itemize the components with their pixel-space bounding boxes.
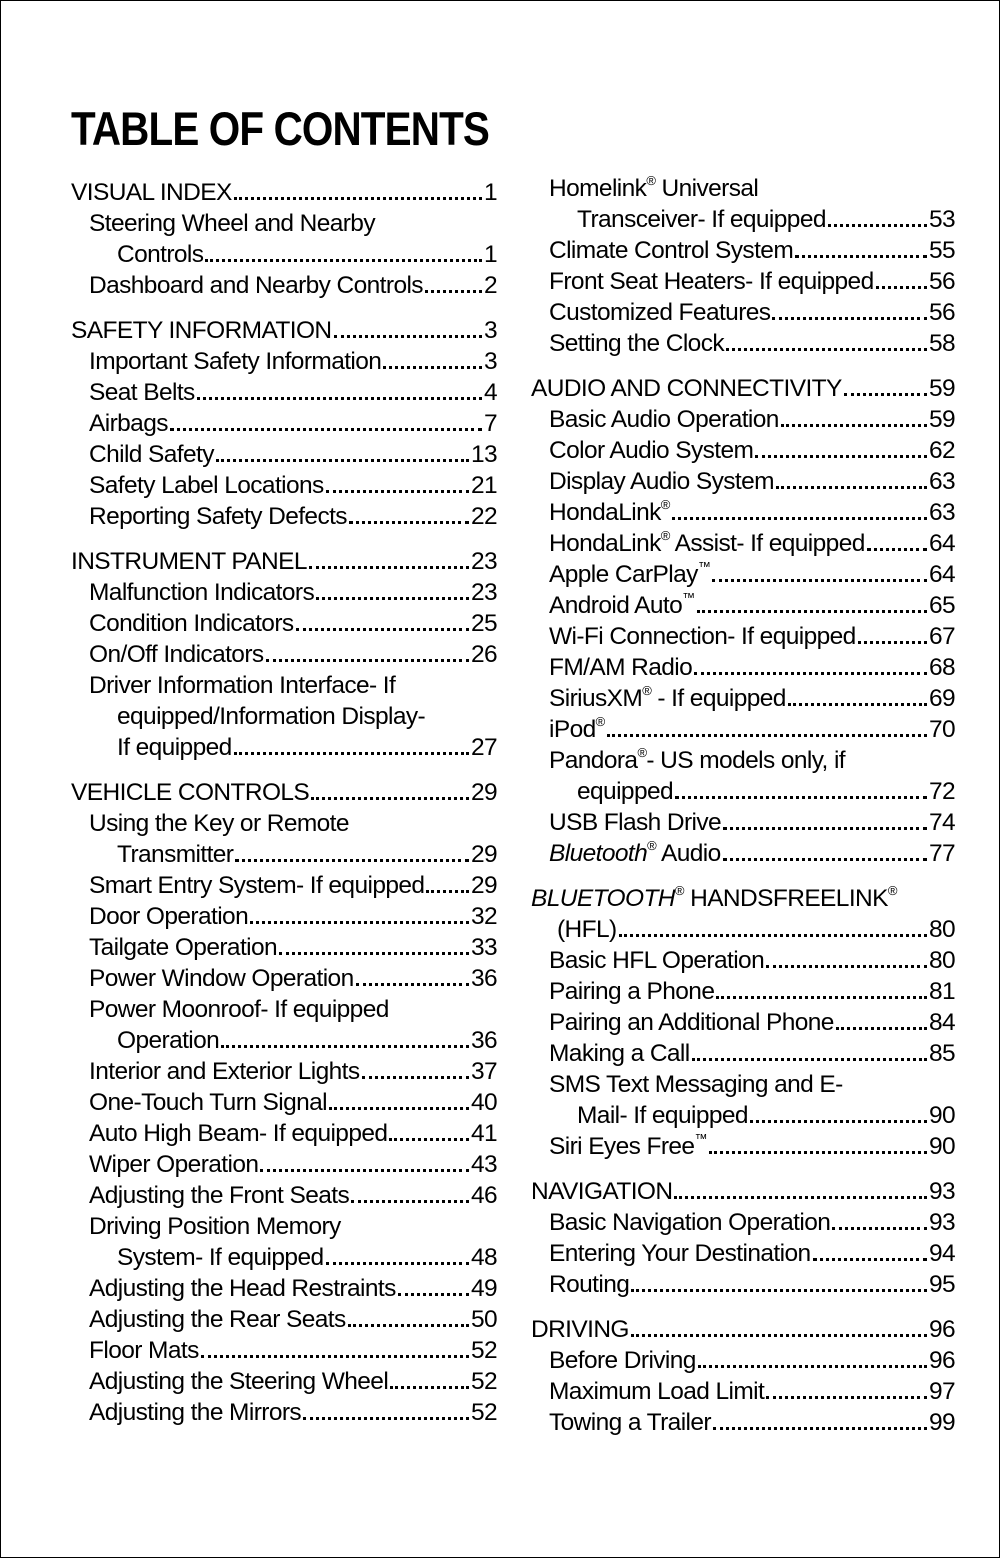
toc-entry[interactable] xyxy=(531,838,955,869)
toc-column-left xyxy=(71,173,497,1428)
entry-label: Adjusting the Head Restraints xyxy=(89,1275,396,1302)
leader-dots xyxy=(383,366,482,369)
toc-entry[interactable] xyxy=(71,239,497,270)
page-number: 63 xyxy=(928,499,955,526)
toc-entry[interactable] xyxy=(71,839,497,870)
toc-entry[interactable] xyxy=(71,408,497,439)
toc-entry[interactable] xyxy=(71,1180,497,1211)
entry-label: equipped xyxy=(577,778,674,805)
toc-entry[interactable] xyxy=(531,435,955,466)
entry-label: Power Window Operation xyxy=(89,965,354,992)
entry-label: Safety Label Locations xyxy=(89,472,324,499)
toc-entry[interactable] xyxy=(71,932,497,963)
leader-dots xyxy=(858,641,927,644)
page-number: 29 xyxy=(470,872,497,899)
leader-dots xyxy=(607,734,927,737)
leader-dots xyxy=(326,1262,469,1265)
page-title: TABLE OF CONTENTS xyxy=(71,102,490,155)
page-number: 48 xyxy=(470,1244,497,1271)
entry-label: Bluetooth® Audio xyxy=(549,837,721,867)
toc-entry[interactable] xyxy=(531,328,955,359)
entry-label: Adjusting the Front Seats xyxy=(89,1182,350,1209)
page-number: 3 xyxy=(483,348,497,375)
leader-dots xyxy=(351,1200,469,1203)
entry-label: SAFETY INFORMATION xyxy=(71,317,332,344)
leader-dots xyxy=(698,1365,927,1368)
leader-dots xyxy=(619,934,927,937)
leader-dots xyxy=(390,1386,469,1389)
page-number: 72 xyxy=(928,778,955,805)
entry-label: Siri Eyes Free™ xyxy=(549,1130,707,1160)
page-number: 65 xyxy=(928,592,955,619)
leader-dots xyxy=(813,1258,927,1261)
page-number: 3 xyxy=(483,317,497,344)
page-number: 36 xyxy=(470,965,497,992)
page-number: 53 xyxy=(928,206,955,233)
page-number: 49 xyxy=(470,1275,497,1302)
page-number: 4 xyxy=(483,379,497,406)
page-number: 25 xyxy=(470,610,497,637)
toc-entry[interactable] xyxy=(531,621,955,652)
page-number: 64 xyxy=(928,530,955,557)
toc-entry[interactable] xyxy=(71,1056,497,1087)
page-number: 52 xyxy=(470,1368,497,1395)
entry-label: Malfunction Indicators xyxy=(89,579,315,606)
entry-label: VEHICLE CONTROLS xyxy=(71,779,310,806)
leader-dots xyxy=(713,1427,927,1430)
entry-label: Mail- If equipped xyxy=(577,1102,748,1129)
page-number: 95 xyxy=(928,1271,955,1298)
toc-entry[interactable] xyxy=(71,1025,497,1056)
leader-dots xyxy=(425,290,482,293)
toc-entry[interactable] xyxy=(71,901,497,932)
toc-entry[interactable] xyxy=(71,870,497,901)
page-number: 29 xyxy=(470,841,497,868)
page-number: 46 xyxy=(470,1182,497,1209)
entry-label: Color Audio System xyxy=(549,437,754,464)
entry-label: DRIVING xyxy=(531,1316,629,1343)
page-number: 77 xyxy=(928,840,955,867)
leader-dots xyxy=(723,858,927,861)
toc-section-line: BLUETOOTH® HANDSFREELINK® xyxy=(531,882,897,912)
toc-entry[interactable] xyxy=(71,270,497,301)
entry-label: Basic Navigation Operation xyxy=(549,1209,831,1236)
page-number: 13 xyxy=(470,441,497,468)
leader-dots xyxy=(309,566,469,569)
page-number: 70 xyxy=(928,716,955,743)
leader-dots xyxy=(235,859,469,862)
entry-label: Entering Your Destination xyxy=(549,1240,811,1267)
entry-label: If equipped xyxy=(117,734,232,761)
page-number: 80 xyxy=(928,947,955,974)
entry-label: Basic Audio Operation xyxy=(549,406,779,433)
entry-label: FM/AM Radio xyxy=(549,654,693,681)
toc-entry-line: Pandora®- US models only, if xyxy=(549,744,846,774)
page-number: 56 xyxy=(928,268,955,295)
page-number: 55 xyxy=(928,237,955,264)
toc-section[interactable] xyxy=(531,373,955,404)
leader-dots xyxy=(170,428,482,431)
entry-label: USB Flash Drive xyxy=(549,809,722,836)
entry-label: Operation xyxy=(117,1027,220,1054)
leader-dots xyxy=(356,983,469,986)
page-number: 40 xyxy=(470,1089,497,1116)
page-number: 84 xyxy=(928,1009,955,1036)
entry-label: HondaLink® xyxy=(549,496,670,526)
entry-label: INSTRUMENT PANEL xyxy=(71,548,307,575)
leader-dots xyxy=(234,197,482,200)
toc-entry[interactable] xyxy=(531,204,955,235)
toc-entry[interactable] xyxy=(531,590,955,621)
page-number: 74 xyxy=(928,809,955,836)
leader-dots xyxy=(260,1169,469,1172)
toc-entry[interactable] xyxy=(71,377,497,408)
toc-entry[interactable] xyxy=(531,497,955,528)
page-number: 22 xyxy=(470,503,497,530)
entry-label: Important Safety Information xyxy=(89,348,382,375)
leader-dots xyxy=(250,921,469,924)
toc-entry[interactable] xyxy=(531,1038,955,1069)
page-number: 97 xyxy=(928,1378,955,1405)
page-number: 93 xyxy=(928,1178,955,1205)
page-number: 94 xyxy=(928,1240,955,1267)
leader-dots xyxy=(726,348,927,351)
page-number: 80 xyxy=(928,916,955,943)
toc-entry[interactable] xyxy=(71,963,497,994)
entry-label: Condition Indicators xyxy=(89,610,294,637)
toc-entry[interactable] xyxy=(531,1238,955,1269)
page-number: 59 xyxy=(928,375,955,402)
leader-dots xyxy=(316,597,469,600)
leader-dots xyxy=(201,1355,469,1358)
page-number: 81 xyxy=(928,978,955,1005)
entry-label: Auto High Beam- If equipped xyxy=(89,1120,388,1147)
toc-entry[interactable] xyxy=(531,1131,955,1162)
leader-dots xyxy=(234,752,469,755)
toc-entry-line: Homelink® Universal xyxy=(549,172,759,202)
toc-entry-line: equipped/Information Display- xyxy=(117,703,426,730)
toc-entry-line: Power Moonroof- If equipped xyxy=(89,996,389,1023)
leader-dots xyxy=(303,1417,469,1420)
leader-dots xyxy=(795,255,927,258)
entry-label: Pairing a Phone xyxy=(549,978,715,1005)
page-number: 27 xyxy=(470,734,497,761)
entry-label: Adjusting the Rear Seats xyxy=(89,1306,346,1333)
page-number: 96 xyxy=(928,1347,955,1374)
leader-dots xyxy=(788,703,927,706)
entry-label: Front Seat Heaters- If equipped xyxy=(549,268,874,295)
page-number: 62 xyxy=(928,437,955,464)
page-number: 52 xyxy=(470,1337,497,1364)
entry-label: Making a Call xyxy=(549,1040,690,1067)
page-number: 26 xyxy=(470,641,497,668)
toc-entry-line: Steering Wheel and Nearby xyxy=(89,210,375,237)
page-number: 64 xyxy=(928,561,955,588)
entry-label: Pairing an Additional Phone xyxy=(549,1009,834,1036)
entry-label: NAVIGATION xyxy=(531,1178,673,1205)
toc-entry[interactable] xyxy=(531,945,955,976)
page-number: 93 xyxy=(928,1209,955,1236)
toc-entry[interactable] xyxy=(71,608,497,639)
toc-entry[interactable] xyxy=(531,714,955,745)
entry-label: Routing xyxy=(549,1271,630,1298)
toc-entry[interactable] xyxy=(71,470,497,501)
page-number: 2 xyxy=(483,272,497,299)
page-number: 32 xyxy=(470,903,497,930)
page-number: 33 xyxy=(470,934,497,961)
leader-dots xyxy=(311,797,469,800)
leader-dots xyxy=(867,548,927,551)
toc-entry[interactable] xyxy=(531,1007,955,1038)
entry-label: On/Off Indicators xyxy=(89,641,264,668)
toc-entry[interactable] xyxy=(71,639,497,670)
leader-dots xyxy=(755,455,927,458)
page-number: 50 xyxy=(470,1306,497,1333)
leader-dots xyxy=(766,965,927,968)
toc-entry[interactable] xyxy=(531,466,955,497)
page-number: 1 xyxy=(483,241,497,268)
leader-dots xyxy=(672,517,927,520)
page-number: 99 xyxy=(928,1409,955,1436)
page-number: 58 xyxy=(928,330,955,357)
leader-dots xyxy=(266,659,469,662)
toc-section[interactable] xyxy=(71,546,497,577)
leader-dots xyxy=(334,335,482,338)
entry-label: Controls xyxy=(117,241,204,268)
toc-entry[interactable] xyxy=(531,1407,955,1438)
toc-entry[interactable] xyxy=(531,683,955,714)
toc-entry[interactable] xyxy=(71,732,497,763)
leader-dots xyxy=(389,1138,469,1141)
toc-entry[interactable] xyxy=(531,235,955,266)
toc-entry[interactable] xyxy=(71,577,497,608)
leader-dots xyxy=(216,459,469,462)
page-number: 67 xyxy=(928,623,955,650)
toc-entry[interactable] xyxy=(71,1118,497,1149)
toc-section[interactable] xyxy=(531,1314,955,1345)
page-number: 90 xyxy=(928,1133,955,1160)
entry-label: SiriusXM® - If equipped xyxy=(549,682,786,712)
toc-entry[interactable] xyxy=(71,1087,497,1118)
leader-dots xyxy=(426,890,469,893)
entry-label: Display Audio System xyxy=(549,468,774,495)
leader-dots xyxy=(750,1120,927,1123)
page-number: 36 xyxy=(470,1027,497,1054)
page-number: 59 xyxy=(928,406,955,433)
entry-label: Maximum Load Limit xyxy=(549,1378,765,1405)
leader-dots xyxy=(697,610,927,613)
entry-label: Android Auto™ xyxy=(549,589,695,619)
leader-dots xyxy=(694,672,927,675)
toc-entry-line: Driving Position Memory xyxy=(89,1213,341,1240)
entry-label: One-Touch Turn Signal xyxy=(89,1089,327,1116)
leader-dots xyxy=(772,317,926,320)
leader-dots xyxy=(844,393,927,396)
toc-entry[interactable] xyxy=(531,652,955,683)
toc-entry[interactable] xyxy=(71,1397,497,1428)
entry-label: Smart Entry System- If equipped xyxy=(89,872,425,899)
entry-label: Airbags xyxy=(89,410,168,437)
page-number: 85 xyxy=(928,1040,955,1067)
entry-label: Reporting Safety Defects xyxy=(89,503,347,530)
leader-dots xyxy=(723,827,927,830)
toc-section[interactable] xyxy=(531,914,955,945)
leader-dots xyxy=(675,796,927,799)
toc-entry[interactable] xyxy=(531,776,955,807)
toc-entry-line: Driver Information Interface- If xyxy=(89,672,396,699)
entry-label: Adjusting the Mirrors xyxy=(89,1399,302,1426)
leader-dots xyxy=(205,259,482,262)
entry-label: System- If equipped xyxy=(117,1244,324,1271)
page-number: 1 xyxy=(483,179,497,206)
entry-label: Transmitter xyxy=(117,841,234,868)
leader-dots xyxy=(326,490,469,493)
leader-dots xyxy=(329,1107,469,1110)
page-number: 63 xyxy=(928,468,955,495)
toc-section[interactable] xyxy=(71,315,497,346)
leader-dots xyxy=(781,424,927,427)
entry-label: Basic HFL Operation xyxy=(549,947,765,974)
entry-label: (HFL) xyxy=(557,916,617,943)
entry-label: Wiper Operation xyxy=(89,1151,259,1178)
leader-dots xyxy=(348,1324,469,1327)
toc-entry[interactable] xyxy=(71,1273,497,1304)
toc-entry[interactable] xyxy=(531,404,955,435)
toc-entry[interactable] xyxy=(531,1207,955,1238)
toc-entry[interactable] xyxy=(531,559,955,590)
leader-dots xyxy=(709,1151,927,1154)
leader-dots xyxy=(362,1076,469,1079)
toc-entry[interactable] xyxy=(531,976,955,1007)
leader-dots xyxy=(631,1289,927,1292)
entry-label: Towing a Trailer xyxy=(549,1409,711,1436)
leader-dots xyxy=(279,952,469,955)
page-number: 7 xyxy=(483,410,497,437)
entry-label: Tailgate Operation xyxy=(89,934,278,961)
entry-label: Adjusting the Steering Wheel xyxy=(89,1368,389,1395)
toc-entry[interactable] xyxy=(531,266,955,297)
leader-dots xyxy=(776,486,927,489)
entry-label: Setting the Clock xyxy=(549,330,725,357)
toc-entry[interactable] xyxy=(71,501,497,532)
toc-entry[interactable] xyxy=(71,1335,497,1366)
toc-entry[interactable] xyxy=(71,1304,497,1335)
page-number: 41 xyxy=(470,1120,497,1147)
leader-dots xyxy=(712,579,927,582)
toc-section[interactable] xyxy=(71,177,497,208)
leader-dots xyxy=(296,628,469,631)
page-number: 29 xyxy=(470,779,497,806)
entry-label: Before Driving xyxy=(549,1347,696,1374)
page-number: 96 xyxy=(928,1316,955,1343)
entry-label: Interior and Exterior Lights xyxy=(89,1058,360,1085)
entry-label: AUDIO AND CONNECTIVITY xyxy=(531,375,842,402)
leader-dots xyxy=(221,1045,469,1048)
page-number: 52 xyxy=(470,1399,497,1426)
toc-entry[interactable] xyxy=(71,1366,497,1397)
entry-label: Door Operation xyxy=(89,903,249,930)
toc-entry[interactable] xyxy=(531,1345,955,1376)
page-number: 43 xyxy=(470,1151,497,1178)
toc-entry[interactable] xyxy=(71,346,497,377)
leader-dots xyxy=(631,1334,927,1337)
toc-entry[interactable] xyxy=(531,1269,955,1300)
toc-entry[interactable] xyxy=(71,439,497,470)
toc-entry[interactable] xyxy=(531,528,955,559)
toc-entry[interactable] xyxy=(531,297,955,328)
toc-entry[interactable] xyxy=(71,1242,497,1273)
page-number: 21 xyxy=(470,472,497,499)
entry-label: Floor Mats xyxy=(89,1337,199,1364)
entry-label: Dashboard and Nearby Controls xyxy=(89,272,423,299)
toc-section[interactable] xyxy=(531,1176,955,1207)
entry-label: Seat Belts xyxy=(89,379,195,406)
entry-label: VISUAL INDEX xyxy=(71,179,232,206)
entry-label: Apple CarPlay™ xyxy=(549,558,711,588)
leader-dots xyxy=(398,1293,469,1296)
entry-label: Transceiver- If equipped xyxy=(577,206,826,233)
page-number: 90 xyxy=(928,1102,955,1129)
toc-entry[interactable] xyxy=(531,1376,955,1407)
page-number: 23 xyxy=(470,579,497,606)
page-number: 37 xyxy=(470,1058,497,1085)
toc-column-right xyxy=(531,173,955,1438)
leader-dots xyxy=(832,1227,927,1230)
entry-label: Climate Control System xyxy=(549,237,794,264)
page-number: 69 xyxy=(928,685,955,712)
page-number: 56 xyxy=(928,299,955,326)
toc-entry[interactable] xyxy=(531,807,955,838)
toc-section[interactable] xyxy=(71,777,497,808)
entry-label: Child Safety xyxy=(89,441,214,468)
leader-dots xyxy=(349,521,469,524)
toc-entry[interactable] xyxy=(71,1149,497,1180)
leader-dots xyxy=(197,397,482,400)
leader-dots xyxy=(692,1058,927,1061)
leader-dots xyxy=(828,224,927,227)
leader-dots xyxy=(716,996,927,999)
entry-label: Customized Features xyxy=(549,299,771,326)
page-number: 23 xyxy=(470,548,497,575)
entry-label: iPod® xyxy=(549,713,605,743)
entry-label: Wi-Fi Connection- If equipped xyxy=(549,623,856,650)
leader-dots xyxy=(766,1396,927,1399)
entry-label: HondaLink® Assist- If equipped xyxy=(549,527,865,557)
page-number: 68 xyxy=(928,654,955,681)
leader-dots xyxy=(836,1027,927,1030)
toc-entry-line: SMS Text Messaging and E- xyxy=(549,1071,843,1098)
leader-dots xyxy=(674,1196,926,1199)
toc-entry[interactable] xyxy=(531,1100,955,1131)
leader-dots xyxy=(876,286,927,289)
toc-entry-line: Using the Key or Remote xyxy=(89,810,349,837)
